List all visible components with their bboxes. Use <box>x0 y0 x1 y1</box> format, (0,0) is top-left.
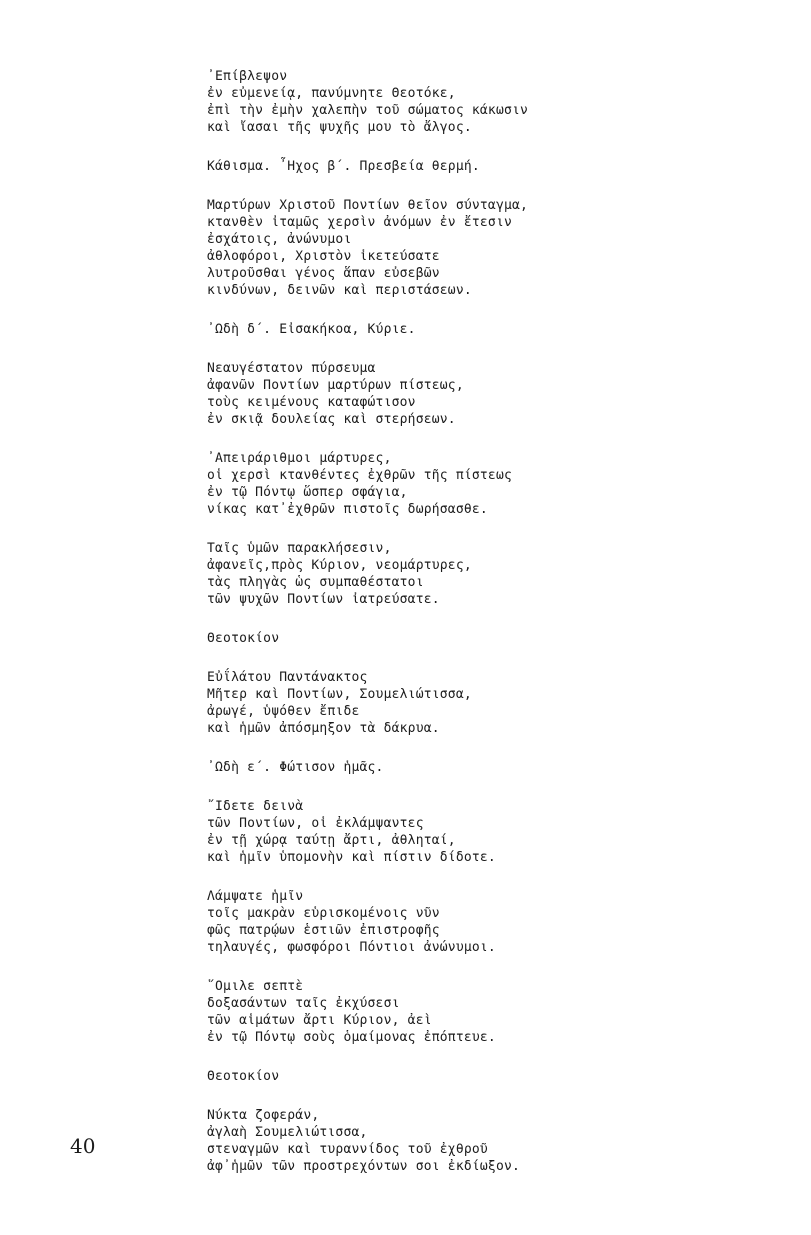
verse-line: κινδύνων, δεινῶν καὶ περιστάσεων. <box>207 283 472 298</box>
verse-line: τῶν αἱμάτων ἄρτι Κύριον, ἀεὶ <box>207 1013 432 1028</box>
verse-line: ἐν σκιᾷ δουλείας καὶ στερήσεων. <box>207 412 456 427</box>
verse-line: τὰς πληγὰς ὡς συμπαθέστατοι <box>207 575 424 590</box>
verse-line: οἱ χερσὶ κτανθέντες ἐχθρῶν τῆς πίστεως <box>207 468 513 483</box>
verse-line: τῶν Ποντίων, οἱ ἐκλάμψαντες <box>207 816 424 831</box>
verse-line: Νεαυγέστατον πύρσευμα <box>207 361 376 376</box>
section-heading: ᾿Ωδὴ ε΄. Φώτισον ἡμᾶς. <box>207 760 384 775</box>
verse-line: καὶ ἴασαι τῆς ψυχῆς μου τὸ ἄλγος. <box>207 120 472 135</box>
verse-line: Νύκτα ζοφεράν, <box>207 1108 320 1123</box>
stanza <box>207 540 627 608</box>
verse-line: ἐν τῷ Πόντῳ σοὺς ὁμαίμονας ἐπόπτευε. <box>207 1030 496 1045</box>
stanza <box>207 978 627 1046</box>
hymn-text <box>207 68 627 1197</box>
verse-line: τηλαυγές, φωσφόροι Πόντιοι ἀνώνυμοι. <box>207 940 496 955</box>
verse-line: ἀθλοφόροι, Χριστὸν ἱκετεύσατε <box>207 249 440 264</box>
stanza <box>207 450 627 518</box>
section-heading: Θεοτοκίον <box>207 631 280 646</box>
verse-line: ἐν εὐμενείᾳ, πανύμνητε Θεοτόκε, <box>207 86 456 101</box>
stanza <box>207 888 627 956</box>
stanza <box>207 68 627 136</box>
verse-line: ἀφανεῖς,πρὸς Κύριον, νεομάρτυρες, <box>207 558 472 573</box>
section-heading: ᾿Ωδὴ δ΄. Εἰσακήκοα, Κύριε. <box>207 322 416 337</box>
verse-line: ῞Ομιλε σεπτὲ <box>207 979 304 994</box>
verse-line: ἐπὶ τὴν ἐμὴν χαλεπὴν τοῦ σώματος κάκωσιν <box>207 103 529 118</box>
verse-line: κτανθὲν ἰταμῶς χερσὶν ἀνόμων ἐν ἔτεσιν <box>207 215 513 230</box>
verse-line: ᾿Επίβλεψον <box>207 69 288 84</box>
stanza <box>207 360 627 428</box>
verse-line: ἐν τῷ Πόντῳ ὥσπερ σφάγια, <box>207 485 408 500</box>
verse-line: φῶς πατρῴων ἑστιῶν ἐπιστροφῆς <box>207 923 440 938</box>
verse-line: ἀφανῶν Ποντίων μαρτύρων πίστεως, <box>207 378 464 393</box>
verse-line: Εὐΐλάτου Παντάνακτος <box>207 670 368 685</box>
section-heading: Κάθισμα. ῏Ηχος β΄. Πρεσβεία θερμή. <box>207 159 480 174</box>
verse-line: ἀρωγέ, ὑψόθεν ἔπιδε <box>207 704 360 719</box>
verse-line: ἐσχάτοις, ἀνώνυμοι <box>207 232 352 247</box>
verse-line: ἀφ᾿ἡμῶν τῶν προστρεχόντων σοι ἐκδίωξον. <box>207 1159 521 1174</box>
verse-line: Μαρτύρων Χριστοῦ Ποντίων θεῖον σύνταγμα, <box>207 198 529 213</box>
verse-line: δοξασάντων ταῖς ἐκχύσεσι <box>207 996 400 1011</box>
verse-line: τοὺς κειμένους καταφώτισον <box>207 395 416 410</box>
verse-line: καὶ ἡμῖν ὑπομονὴν καὶ πίστιν δίδοτε. <box>207 850 496 865</box>
verse-line: νίκας κατ᾿ἐχθρῶν πιστοῖς δωρήσασθε. <box>207 502 488 517</box>
verse-line: Ταῖς ὑμῶν παρακλήσεσιν, <box>207 541 392 556</box>
verse-line: ᾿Απειράριθμοι μάρτυρες, <box>207 451 392 466</box>
verse-line: στεναγμῶν καὶ τυραννίδος τοῦ ἐχθροῦ <box>207 1142 488 1157</box>
verse-line: τοῖς μακρὰν εὑρισκομένοις νῦν <box>207 906 440 921</box>
verse-line: ἐν τῇ χώρᾳ ταύτῃ ἄρτι, ἀθληταί, <box>207 833 456 848</box>
verse-line: λυτροῦσθαι γένος ἅπαν εὐσεβῶν <box>207 266 440 281</box>
stanza <box>207 669 627 737</box>
verse-line: Μῆτερ καὶ Ποντίων, Σουμελιώτισσα, <box>207 687 472 702</box>
verse-line: τῶν ψυχῶν Ποντίων ἰατρεύσατε. <box>207 592 440 607</box>
section-heading: Θεοτοκίον <box>207 1069 280 1084</box>
stanza <box>207 798 627 866</box>
stanza <box>207 1107 627 1175</box>
page-number: 40 <box>70 1134 96 1158</box>
verse-line: ῎Ιδετε δεινὰ <box>207 799 304 814</box>
verse-line: καὶ ἡμῶν ἀπόσμηξον τὰ δάκρυα. <box>207 721 440 736</box>
verse-line: Λάμψατε ἡμῖν <box>207 889 304 904</box>
verse-line: ἀγλαὴ Σουμελιώτισσα, <box>207 1125 368 1140</box>
stanza <box>207 197 627 299</box>
